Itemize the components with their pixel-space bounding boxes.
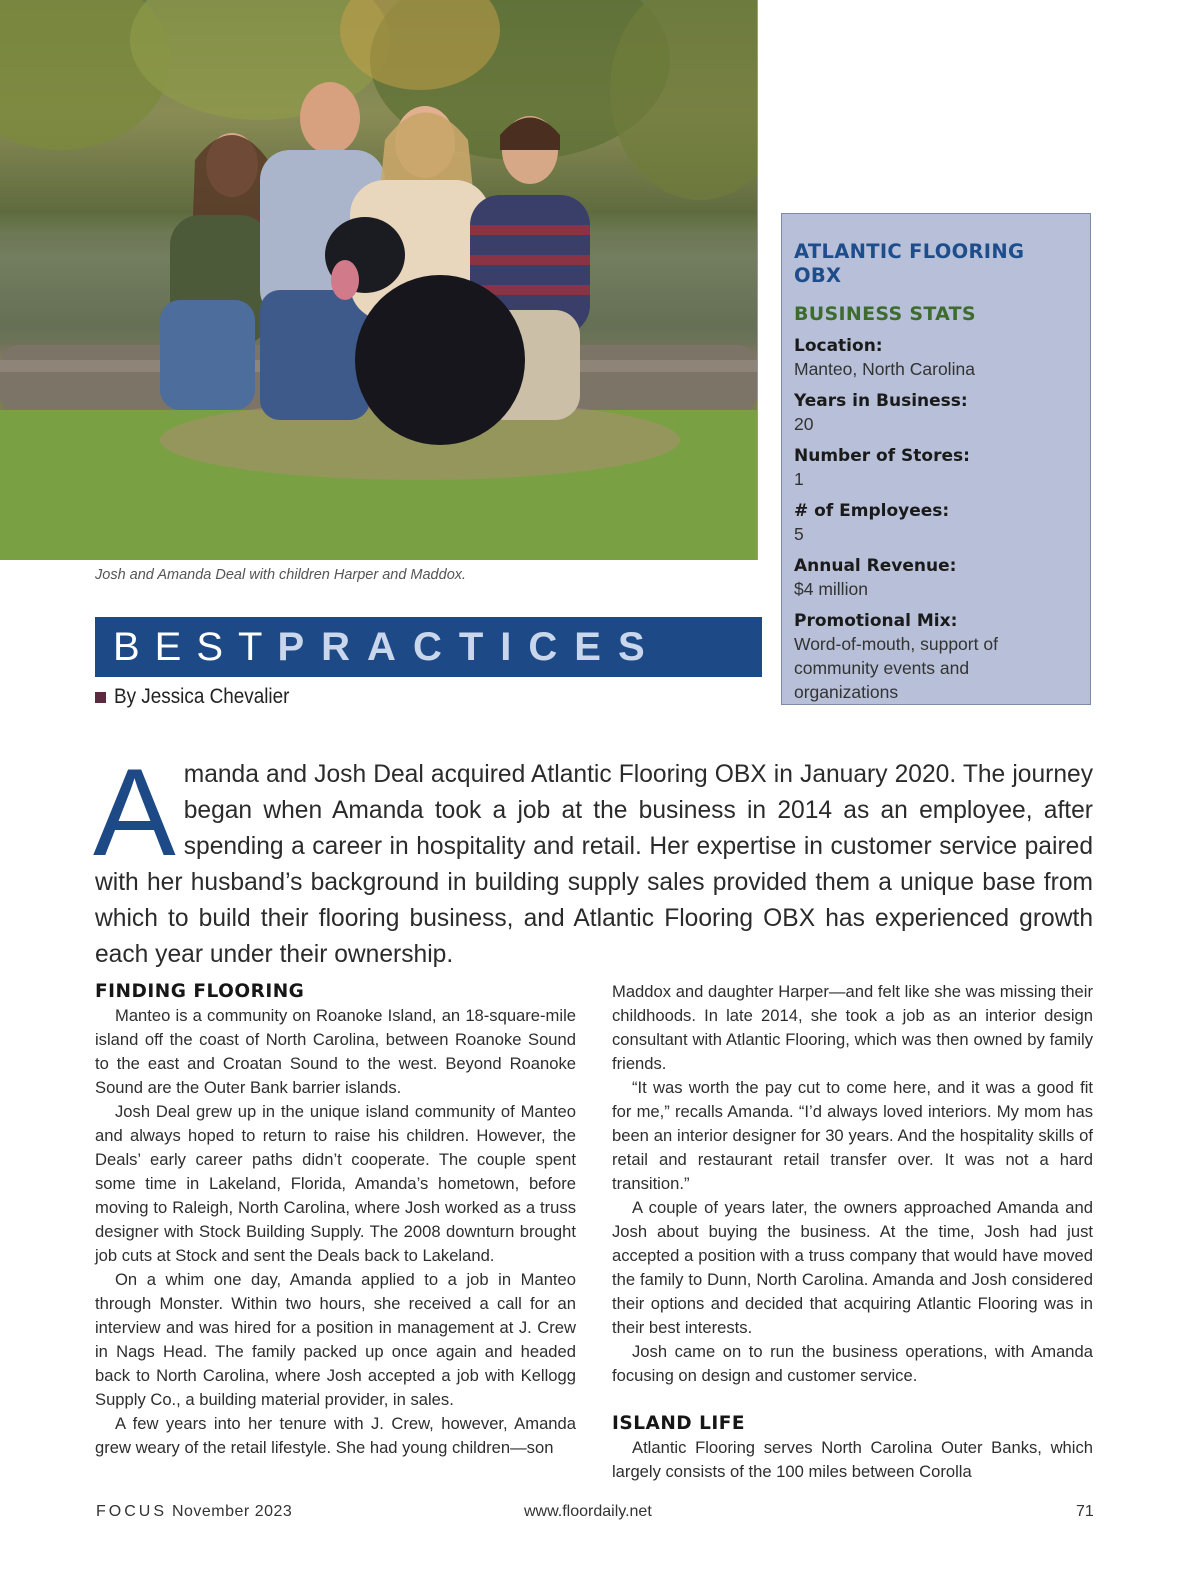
spacer [612, 1388, 1093, 1412]
right-column [612, 980, 1093, 1484]
stat-stores [794, 445, 1078, 491]
page-number: 71 [1076, 1503, 1094, 1520]
body-paragraph: Josh came on to run the business operations, with Amanda focusing on design and customer service. [612, 1342, 1093, 1385]
lead-paragraph [93, 744, 1093, 973]
body-paragraph: Manteo is a community on Roanoke Island, an 18-square-mile island off the coast of North Carolina, between Roanoke Sound to the east and Croatan Sound to the west. Beyond Roanoke Sound are the Outer Bank barrier islands. [95, 1006, 576, 1097]
business-stats-box [781, 213, 1091, 705]
stat-value: Manteo, North Carolina [794, 359, 975, 379]
section-heading-island-life: ISLAND LIFE [612, 1413, 746, 1434]
body-paragraph: On a whim one day, Amanda applied to a job in Manteo through Monster. Within two hours, she received a call for an interview and was hired for a position in management at J. Crew in Nags Head. The family packed up once again and headed back to North Carolina, where Josh accepted a job with Kellogg Supply Co., a building material provider, in sales. [95, 1270, 576, 1409]
stat-employees [794, 500, 1078, 546]
body-paragraph: A couple of years later, the owners approached Amanda and Josh about buying the business. At the time, Josh had just accepted a position with a truss company that would have moved the family to Dunn, North Carolina. Amanda and Josh considered their options and decided that acquiring Atlantic Flooring was in their best interests. [612, 1198, 1093, 1337]
stat-location [794, 335, 1078, 381]
footer-issue [96, 1503, 292, 1521]
section-heading-finding-flooring: FINDING FLOORING [95, 981, 305, 1002]
banner-word-practices: PRACTICES [277, 624, 662, 669]
footer-website[interactable]: www.floordaily.net [524, 1503, 652, 1520]
bullet-square-icon [95, 692, 106, 703]
lead-text: manda and Josh Deal acquired Atlantic Flooring OBX in January 2020. The journey began when Amanda took a job at the business in 2014 as an employee, after spending a career in hospitality and retail. Her expertise in customer service paired with her husband’s background in building supply sales provided them a unique base from which to build their flooring business, and Atlantic Flooring OBX has experienced growth each year under their ownership. [95, 761, 1093, 968]
body-paragraph: Atlantic Flooring serves North Carolina Outer Banks, which largely consists of the 100 miles between Corolla [612, 1438, 1093, 1481]
stat-label: # of Employees: [794, 501, 950, 521]
left-column [95, 980, 576, 1460]
footer-magazine: FOCUS [96, 1503, 167, 1520]
stat-label: Number of Stores: [794, 446, 970, 466]
stat-label: Location: [794, 336, 883, 356]
stats-company-name: ATLANTIC FLOORING OBX [794, 240, 1025, 287]
banner-word-best: BEST [113, 624, 278, 669]
stat-value: 5 [794, 524, 804, 544]
stats-heading: BUSINESS STATS [794, 303, 976, 325]
stat-value: $4 million [794, 579, 868, 599]
stat-value: 1 [794, 469, 804, 489]
family-photo [0, 0, 758, 560]
stat-promotional-mix [794, 610, 1078, 704]
body-paragraph: “It was worth the pay cut to come here, and it was a good fit for me,” recalls Amanda. “I’d always loved interiors. My mom has been an interior designer for 30 years. And the hospitality skills of retail and restaurant retail transfer over. It was not a hard transition.” [612, 1078, 1093, 1193]
stat-label: Promotional Mix: [794, 611, 958, 631]
photo-illustration [0, 0, 757, 560]
body-paragraph: Josh Deal grew up in the unique island community of Manteo and always hoped to return to raise his children. However, the Deals’ early career paths didn’t cooperate. The couple spent some time in Lakeland, Florida, Amanda’s hometown, before moving to Raleigh, North Carolina, where Josh worked as a truss designer with Stock Building Supply. The 2008 downturn brought job cuts at Stock and sent the Deals back to Lakeland. [95, 1102, 576, 1265]
drop-cap: A [93, 744, 176, 882]
stat-label: Years in Business: [794, 391, 968, 411]
photo-caption: Josh and Amanda Deal with children Harper and Maddox. [95, 567, 467, 583]
body-paragraph: A few years into her tenure with J. Crew, however, Amanda grew weary of the retail lifestyle. She had young children—son [95, 1414, 576, 1457]
stat-value: 20 [794, 414, 814, 434]
byline [95, 685, 309, 709]
stat-revenue [794, 555, 1078, 601]
stat-label: Annual Revenue: [794, 556, 957, 576]
byline-text: By Jessica Chevalier [114, 685, 290, 708]
body-paragraph: Maddox and daughter Harper—and felt like she was missing their childhoods. In late 2014, she took a job as an interior design consultant with Atlantic Flooring, which was then owned by family friends. [612, 982, 1093, 1073]
stat-years [794, 390, 1078, 436]
section-banner [95, 617, 762, 677]
stat-value: Word-of-mouth, support of community events and organizations [794, 634, 998, 702]
footer-date: November 2023 [171, 1503, 293, 1520]
